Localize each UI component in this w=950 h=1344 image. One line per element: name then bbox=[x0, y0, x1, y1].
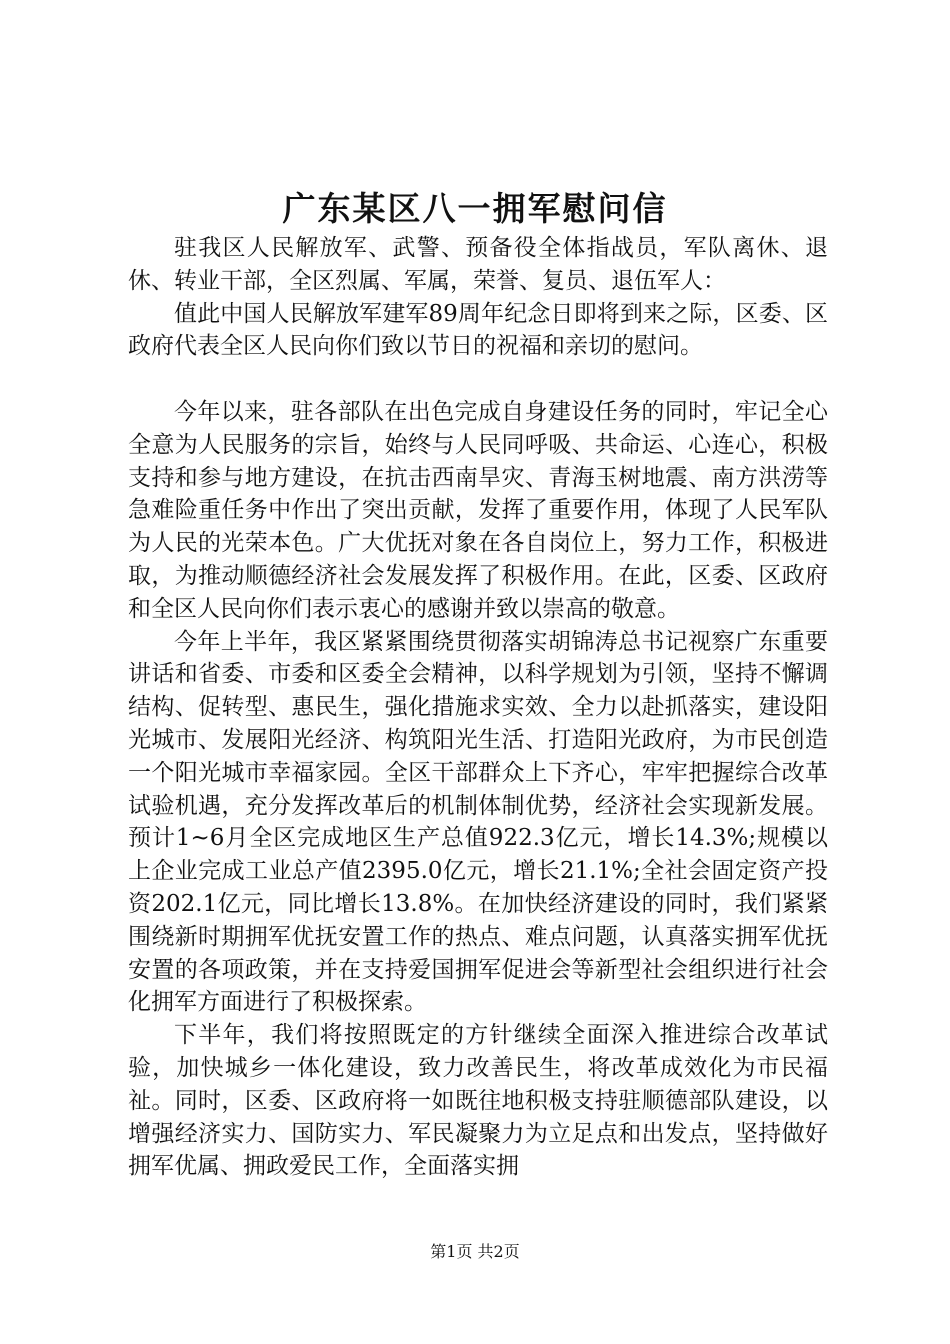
greeting-paragraph: 驻我区人民解放军、武警、预备役全体指战员，军队离休、退休、转业干部，全区烈属、军属，荣誉、复员、退伍军人： bbox=[128, 235, 828, 294]
opening-paragraph: 值此中国人民解放军建军89周年纪念日即将到来之际，区委、区政府代表全区人民向你们致以节日的祝福和亲切的慰问。 bbox=[128, 300, 828, 360]
document-body bbox=[128, 232, 828, 1183]
body-paragraph: 下半年，我们将按照既定的方针继续全面深入推进综合改革试验，加快城乡一体化建设，致力改善民生，将改革成效化为市民福祉。同时，区委、区政府将一如既往地积极支持驻顺德部队建设，以增强经济实力、国防实力、军民凝聚力为立足点和出发点，坚持做好拥军优属、拥政爱民工作，全面落实拥 bbox=[128, 1022, 828, 1180]
body-paragraph: 今年以来，驻各部队在出色完成自身建设任务的同时，牢记全心全意为人民服务的宗旨，始终与人民同呼吸、共命运、心连心，积极支持和参与地方建设，在抗击西南旱灾、青海玉树地震、南方洪涝等急难险重任务中作出了突出贡献，发挥了重要作用，体现了人民军队为人民的光荣本色。广大优抚对象在各自岗位上，努力工作，积极进取，为推动顺德经济社会发展发挥了积极作用。在此，区委、区政府和全区人民向你们表示衷心的感谢并致以崇高的敬意。 bbox=[128, 398, 828, 622]
document-title: 广东某区八一拥军慰问信 bbox=[282, 189, 668, 228]
body-paragraph: 今年上半年，我区紧紧围绕贯彻落实胡锦涛总书记视察广东重要讲话和省委、市委和区委全会精神，以科学规划为引领，坚持不懈调结构、促转型、惠民生，强化措施求实效、全力以赴抓落实，建设阳光城市、发展阳光经济、构筑阳光生活、打造阳光政府，为市民创造一个阳光城市幸福家园。全区干部群众上下齐心，牢牢把握综合改革试验机遇，充分发挥改革后的机制体制优势，经济社会实现新发展。预计1~6月全区完成地区生产总值922.3亿元，增长14.3%;规模以上企业完成工业总产值2395.0亿元，增长21.1%;全社会固定资产投资202.1亿元，同比增长13.8%。在加快经济建设的同时，我们紧紧围绕新时期拥军优抚安置工作的热点、难点问题，认真落实拥军优抚安置的各项政策，并在支持爱国拥军促进会等新型社会组织进行社会化拥军方面进行了积极探索。 bbox=[128, 628, 828, 1016]
page-number-footer: 第1页 共2页 bbox=[430, 1242, 520, 1261]
